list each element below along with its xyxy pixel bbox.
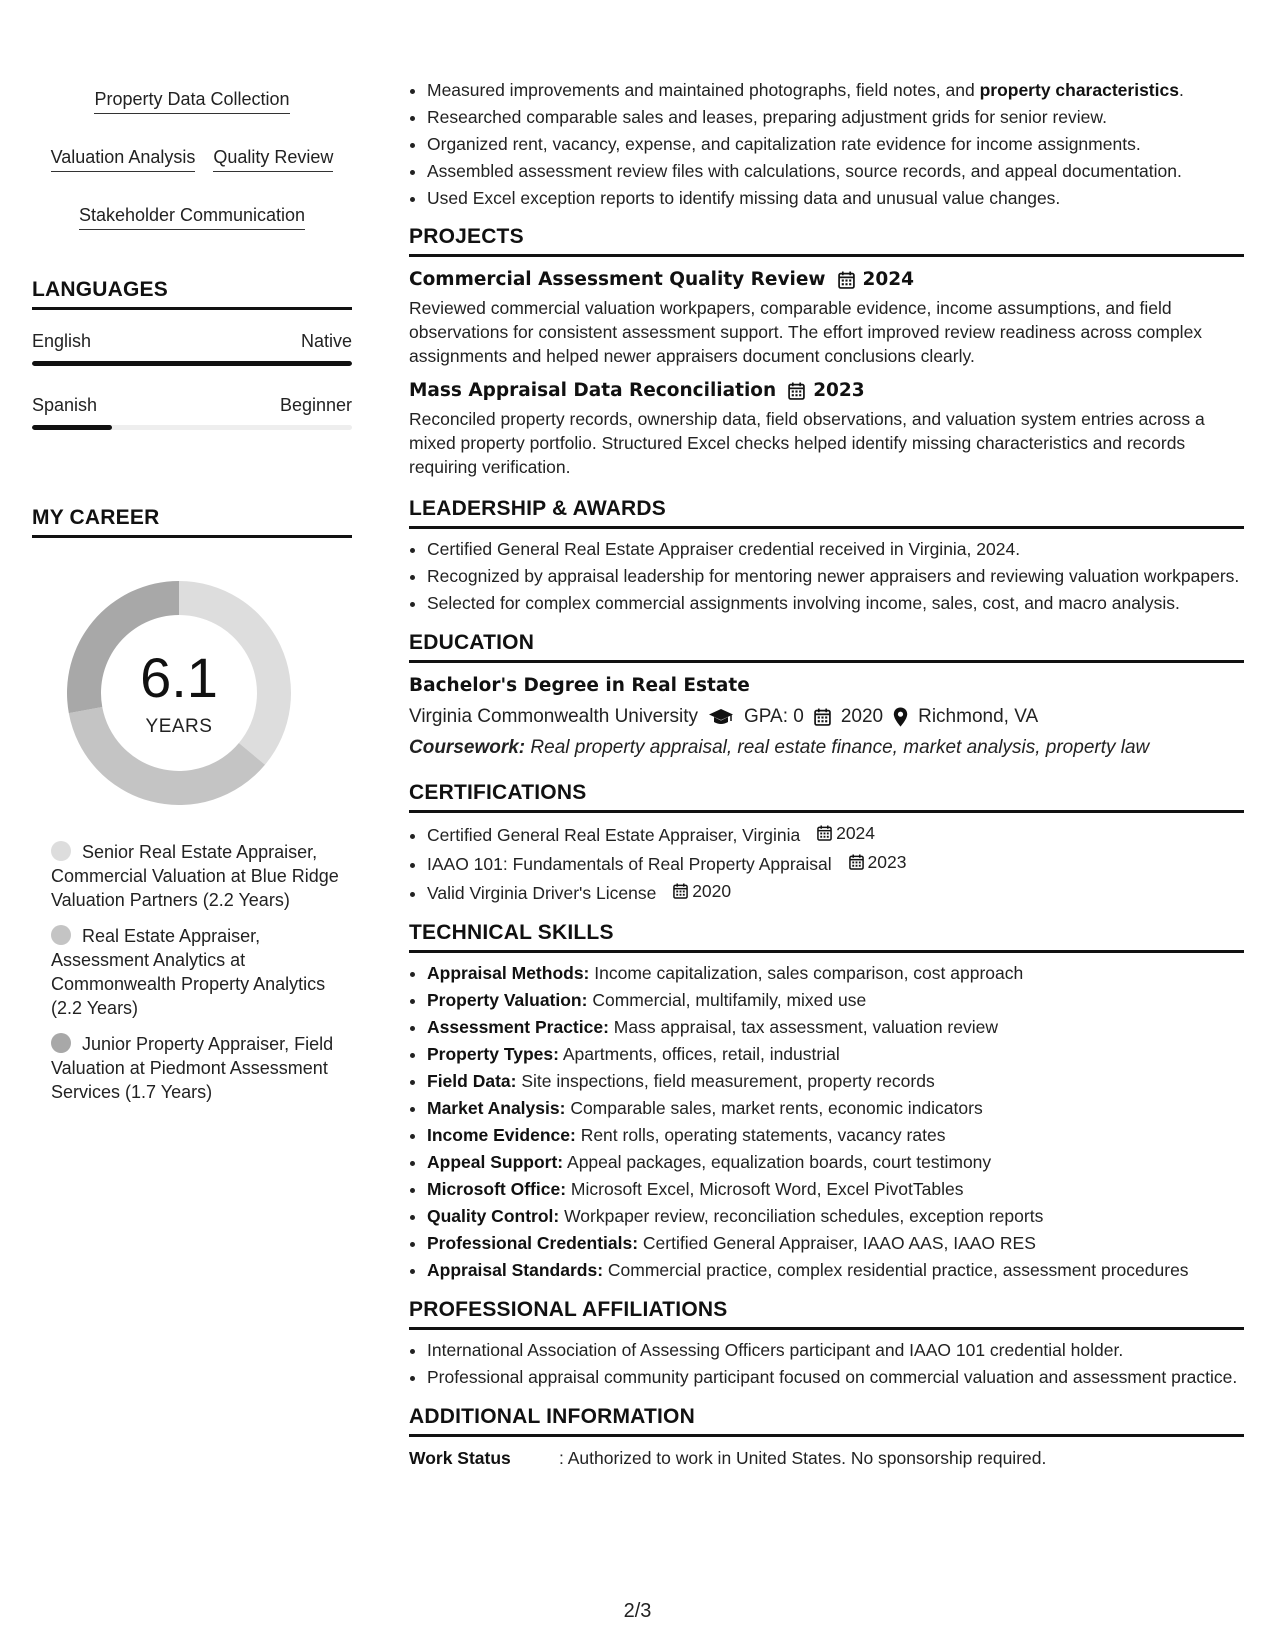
- experience-bullets: [409, 78, 1244, 210]
- education-location: Richmond, VA: [918, 706, 1039, 727]
- technical-skill-item: [427, 1096, 1244, 1120]
- experience-bullet: [427, 78, 1244, 102]
- page-number: 2/3: [623, 1600, 652, 1622]
- language-level: Native: [300, 331, 352, 351]
- certification-year: 2024: [836, 823, 876, 843]
- affiliation-item: • Professional appraisal community participant focused on commercial valuation and assessment practice.: [427, 1365, 1244, 1389]
- calendar-icon: [838, 271, 855, 289]
- technical-skill-label: Appraisal Standards:: [427, 1260, 604, 1280]
- project-item: [409, 378, 1244, 479]
- technical-skill-label: Appeal Support:: [427, 1152, 564, 1172]
- coursework-label: Coursework:: [409, 737, 526, 758]
- certification-name: IAAO 101: Fundamentals of Real Property Appraisal: [427, 854, 832, 874]
- experience-bullet: • Assembled assessment review files with calculations, source records, and appeal documentation.: [427, 159, 1244, 183]
- project-description: Reviewed commercial valuation workpapers, comparable evidence, income assumptions, and field observations for consistent assessment support. The effort improved review readiness across complex assignments and helped newer appraisers document conclusions clearly.: [409, 298, 1203, 366]
- language-name: Spanish: [32, 395, 98, 415]
- language-level: Beginner: [279, 395, 352, 415]
- career-legend-item: [51, 1032, 341, 1104]
- project-description: Reconciled property records, ownership data, field observations, and valuation system entries across a mixed property portfolio. Structured Excel checks helped identify missing characteristics and records requiring verification.: [409, 409, 1205, 477]
- additional-info-heading: ADDITIONAL INFORMATION: [409, 1405, 1244, 1437]
- technical-skill-value: Site inspections, field measurement, property records: [521, 1071, 935, 1091]
- career-total-unit: YEARS: [145, 716, 213, 737]
- career-role-text: Senior Real Estate Appraiser, Commercial Valuation at Blue Ridge Valuation Partners (2.2 Years): [51, 842, 339, 910]
- coursework-text: Real property appraisal, real estate finance, market analysis, property law: [530, 737, 1150, 758]
- technical-skill-item: [427, 1150, 1244, 1174]
- technical-skill-item: [427, 1204, 1244, 1228]
- skill-tag: Valuation Analysis: [51, 146, 196, 172]
- certification-item: [427, 879, 1244, 905]
- technical-skill-value: Comparable sales, market rents, economic indicators: [570, 1098, 983, 1118]
- legend-dot-icon: [51, 925, 71, 945]
- career-total-value: 6.1: [140, 646, 218, 709]
- right-column: [409, 78, 1244, 1470]
- leadership-item: • Selected for complex commercial assignments involving income, sales, cost, and macro analysis.: [427, 591, 1244, 615]
- legend-dot-icon: [51, 841, 71, 861]
- certification-item: [427, 850, 1244, 876]
- certification-item: [427, 821, 1244, 847]
- technical-skill-value: Rent rolls, operating statements, vacancy rates: [580, 1125, 946, 1145]
- technical-skill-label: Income Evidence:: [427, 1125, 576, 1145]
- skill-tag: Quality Review: [213, 146, 333, 172]
- career-role-text: Real Estate Appraiser, Assessment Analytics at Commonwealth Property Analytics (2.2 Years): [51, 926, 326, 1018]
- technical-skill-item: [427, 1015, 1244, 1039]
- language-list: [32, 330, 352, 430]
- left-column: [32, 78, 352, 1116]
- technical-skill-value: Mass appraisal, tax assessment, valuation review: [613, 1017, 998, 1037]
- skill-tag: Property Data Collection: [94, 88, 289, 114]
- technical-skill-value: Commercial practice, complex residential practice, assessment procedures: [607, 1260, 1189, 1280]
- technical-skill-label: Property Valuation:: [427, 990, 588, 1010]
- technical-skill-label: Quality Control:: [427, 1206, 560, 1226]
- leadership-heading: LEADERSHIP & AWARDS: [409, 497, 1244, 529]
- map-pin-icon: [893, 707, 908, 727]
- technical-skill-value: Workpaper review, reconciliation schedules, exception reports: [564, 1206, 1044, 1226]
- skill-tag: Stakeholder Communication: [79, 204, 305, 230]
- certifications-list: [409, 821, 1244, 905]
- technical-skill-item: [427, 1258, 1244, 1282]
- career-donut-chart: [64, 578, 294, 808]
- calendar-icon: [817, 825, 832, 841]
- language-proficiency-bar: [32, 425, 352, 430]
- education-meta: [409, 704, 1244, 730]
- projects-heading: PROJECTS: [409, 225, 1244, 257]
- work-status-value: : Authorized to work in United States. No sponsorship required.: [559, 1448, 1047, 1468]
- language-proficiency-bar: [32, 361, 352, 366]
- work-status-row: [409, 1446, 1244, 1470]
- experience-bullet: • Researched comparable sales and leases, preparing adjustment grids for senior review.: [427, 105, 1244, 129]
- bullet-bold-text: property characteristics: [979, 80, 1179, 100]
- experience-bullet: • Organized rent, vacancy, expense, and capitalization rate evidence for income assignments.: [427, 132, 1244, 156]
- career-legend-item: [51, 924, 341, 1020]
- education-heading: EDUCATION: [409, 631, 1244, 663]
- technical-skill-item: [427, 1231, 1244, 1255]
- legend-dot-icon: [51, 1033, 71, 1053]
- bullet-tail: .: [1178, 80, 1184, 100]
- calendar-icon: [849, 854, 864, 870]
- technical-skill-label: Property Types:: [427, 1044, 559, 1064]
- certification-date: [849, 850, 907, 874]
- career-legend-item: [51, 840, 341, 912]
- language-name: English: [32, 331, 92, 351]
- certifications-heading: CERTIFICATIONS: [409, 781, 1244, 813]
- project-title: Mass Appraisal Data Reconciliation: [409, 380, 777, 401]
- technical-skill-label: Professional Credentials:: [427, 1233, 639, 1253]
- technical-skill-item: [427, 1069, 1244, 1093]
- work-status-label: Work Status: [409, 1448, 511, 1468]
- technical-skill-value: Commercial, multifamily, mixed use: [592, 990, 867, 1010]
- education-gpa: GPA: 0: [743, 706, 804, 727]
- education-year: 2020: [840, 706, 884, 727]
- technical-skill-item: [427, 1177, 1244, 1201]
- technical-skill-item: [427, 961, 1244, 985]
- bullet-text: Measured improvements and maintained photographs, field notes, and: [427, 80, 980, 100]
- technical-skill-value: Apartments, offices, retail, industrial: [562, 1044, 840, 1064]
- languages-heading: LANGUAGES: [32, 278, 352, 310]
- technical-skill-label: Microsoft Office:: [427, 1179, 567, 1199]
- certification-date: [817, 821, 875, 845]
- education-coursework: [409, 735, 1244, 761]
- language-item: [32, 394, 352, 430]
- language-item: [32, 330, 352, 366]
- affiliations-list: [409, 1338, 1244, 1389]
- certification-date: [673, 879, 731, 903]
- technical-skill-label: Appraisal Methods:: [427, 963, 590, 983]
- calendar-icon: [814, 708, 831, 726]
- project-year: 2023: [813, 380, 865, 401]
- affiliations-heading: PROFESSIONAL AFFILIATIONS: [409, 1298, 1244, 1330]
- education-school: Virginia Commonwealth University: [409, 706, 698, 727]
- technical-skill-label: Field Data:: [427, 1071, 517, 1091]
- technical-skills-list: [409, 961, 1244, 1282]
- technical-skill-item: [427, 1123, 1244, 1147]
- education-degree: Bachelor's Degree in Real Estate: [409, 675, 750, 696]
- leadership-item: • Certified General Real Estate Appraiser credential received in Virginia, 2024.: [427, 537, 1244, 561]
- certification-year: 2023: [867, 852, 907, 872]
- project-title: Commercial Assessment Quality Review: [409, 269, 826, 290]
- certification-name: Certified General Real Estate Appraiser, Virginia: [427, 825, 801, 845]
- technical-skills-heading: TECHNICAL SKILLS: [409, 921, 1244, 953]
- technical-skill-label: Assessment Practice:: [427, 1017, 609, 1037]
- leadership-list: [409, 537, 1244, 615]
- certification-year: 2020: [692, 881, 732, 901]
- career-role-text: Junior Property Appraiser, Field Valuation at Piedmont Assessment Services (1.7 Years): [51, 1034, 334, 1102]
- technical-skill-value: Certified General Appraiser, IAAO AAS, IAAO RES: [642, 1233, 1036, 1253]
- calendar-icon: [673, 883, 688, 899]
- affiliation-item: • International Association of Assessing Officers participant and IAAO 101 credential holder.: [427, 1338, 1244, 1362]
- calendar-icon: [788, 382, 805, 400]
- project-item: [409, 267, 1244, 368]
- project-date: [788, 378, 865, 404]
- career-legend: [32, 840, 352, 1104]
- technical-skill-item: [427, 1042, 1244, 1066]
- technical-skill-value: Appeal packages, equalization boards, court testimony: [567, 1152, 992, 1172]
- graduation-cap-icon: [708, 708, 734, 726]
- project-date: [838, 267, 915, 293]
- technical-skill-value: Income capitalization, sales comparison, cost approach: [594, 963, 1024, 983]
- skill-tags: [32, 78, 352, 230]
- project-year: 2024: [862, 269, 915, 290]
- technical-skill-item: [427, 988, 1244, 1012]
- career-heading: MY CAREER: [32, 506, 352, 538]
- technical-skill-value: Microsoft Excel, Microsoft Word, Excel PivotTables: [570, 1179, 964, 1199]
- leadership-item: • Recognized by appraisal leadership for mentoring newer appraisers and reviewing valuation workpapers.: [427, 564, 1244, 588]
- language-proficiency-fill: [32, 361, 352, 366]
- experience-bullet: • Used Excel exception reports to identify missing data and unusual value changes.: [427, 186, 1244, 210]
- certification-name: Valid Virginia Driver's License: [427, 883, 657, 903]
- technical-skill-label: Market Analysis:: [427, 1098, 566, 1118]
- language-proficiency-fill: [32, 425, 112, 430]
